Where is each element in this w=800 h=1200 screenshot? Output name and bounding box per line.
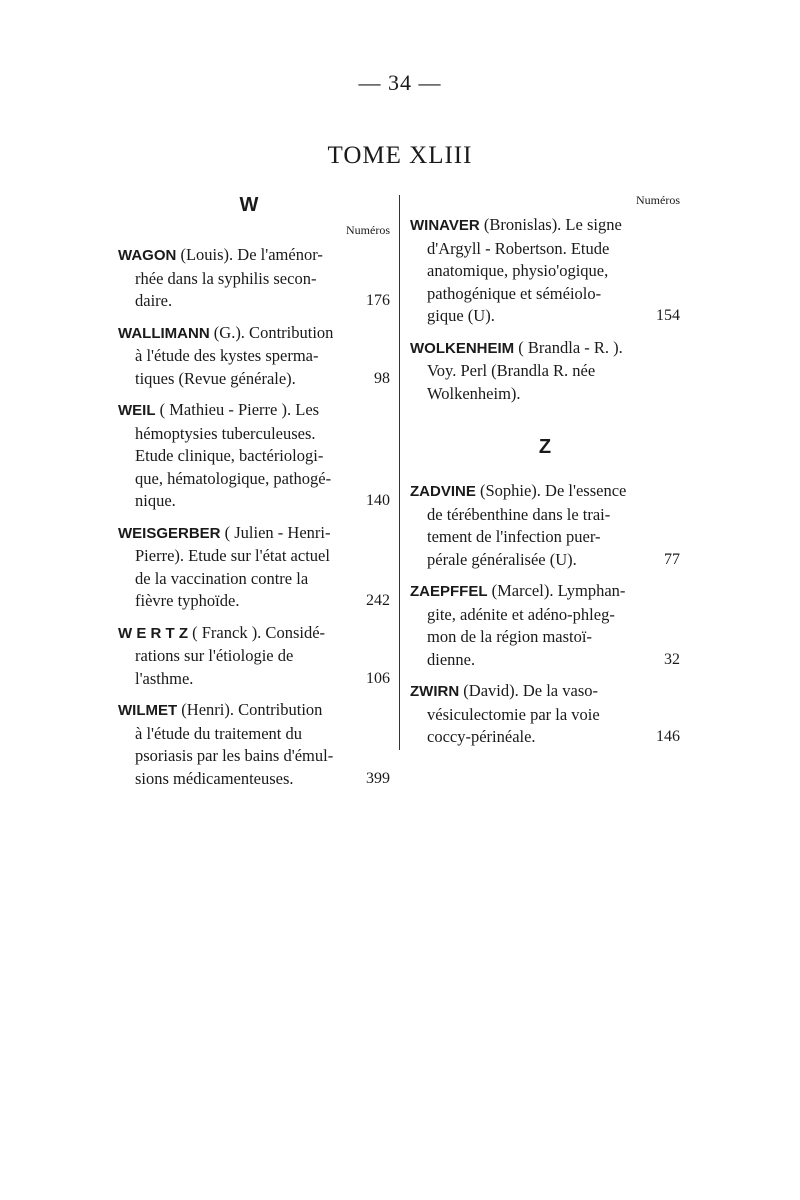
entry-text: psoriasis par les bains d'émul- <box>135 746 334 765</box>
page-number: — 34 — <box>358 70 442 95</box>
entry-text: (Henri). Contribution <box>181 700 323 719</box>
index-entry <box>118 622 390 691</box>
entry-number: 140 <box>366 492 390 509</box>
entry-line <box>410 549 680 572</box>
entry-text: gite, adénite et adéno-phleg- <box>427 604 615 624</box>
entry-line <box>410 680 680 704</box>
tome-title: TOME XLIII <box>327 142 473 169</box>
entry-line <box>118 244 390 268</box>
entry-line <box>118 522 390 546</box>
entry-author-name: WEISGERBER <box>118 524 221 542</box>
entry-text: que, hématologique, pathogé- <box>135 468 332 488</box>
entry-line <box>118 322 390 346</box>
entry-text: Wolkenheim). <box>427 383 521 403</box>
entry-number: 106 <box>366 669 390 687</box>
entry-line <box>118 345 390 368</box>
entry-text: tiques (Revue générale). <box>135 368 296 388</box>
index-entry <box>118 322 390 391</box>
entry-text: pathogénique et séméiolo- <box>427 283 602 303</box>
entry-text: ( Julien - Henri- <box>224 522 331 542</box>
entry-text: rhée dans la syphilis secon- <box>135 268 317 288</box>
numeros-label: Numéros <box>346 223 390 237</box>
entry-line <box>410 383 680 406</box>
entry-text: mon de la région mastoï- <box>427 627 592 646</box>
entry-author-name: WEIL <box>118 402 156 419</box>
entry-text: (Bronislas). Le signe <box>483 215 622 234</box>
entry-number: 242 <box>366 592 390 609</box>
entry-line <box>410 626 680 649</box>
entry-text: fièvre typhoïde. <box>135 591 240 610</box>
entry-line <box>410 480 680 504</box>
entry-text: anatomique, physio'ogique, <box>427 261 609 280</box>
entry-text: Etude clinique, bactériologi- <box>135 446 324 465</box>
index-entry <box>410 580 680 671</box>
right-column <box>410 190 680 758</box>
entry-line <box>410 526 680 549</box>
entry-line <box>118 423 390 446</box>
entry-number: 77 <box>664 550 680 568</box>
entry-text: ( Franck ). Considé- <box>192 622 326 642</box>
index-entry <box>118 522 390 613</box>
entry-author-name: WAGON <box>118 247 177 264</box>
section-letter-w: W <box>239 194 259 216</box>
entry-author-name: WOLKENHEIM <box>410 339 515 357</box>
entry-line <box>410 337 680 361</box>
entry-line <box>410 283 680 306</box>
entry-text: pérale généralisée (U). <box>427 549 577 569</box>
entry-author-name: WILMET <box>118 702 178 719</box>
left-column <box>118 190 390 799</box>
entry-line <box>118 590 390 613</box>
entry-line <box>410 649 680 672</box>
entry-text: l'asthme. <box>135 668 194 688</box>
entry-line <box>118 745 390 768</box>
entry-line <box>118 699 390 723</box>
entry-number: 98 <box>374 369 390 387</box>
entry-line <box>118 445 390 468</box>
index-entry <box>118 244 390 313</box>
entry-line <box>410 260 680 283</box>
entry-line <box>410 580 680 604</box>
entry-text: ( Mathieu - Pierre ). Les <box>159 400 320 419</box>
entry-text: (G.). Contribution <box>213 322 334 342</box>
index-entry <box>410 214 680 328</box>
entry-text: tement de l'infection puer- <box>427 527 601 546</box>
entry-line <box>118 622 390 646</box>
entry-text: (Sophie). De l'essence <box>479 481 627 500</box>
entry-author-name: W E R T Z <box>118 624 188 642</box>
entry-line <box>118 268 390 291</box>
entry-text: coccy-périnéale. <box>427 727 536 746</box>
entry-list-w-continued <box>410 214 680 405</box>
entry-line <box>410 604 680 627</box>
entry-author-name: ZADVINE <box>410 483 476 500</box>
index-entry <box>118 699 390 790</box>
entry-text: sions médicamenteuses. <box>135 768 294 788</box>
entry-text: de la vaccination contre la <box>135 568 309 588</box>
entry-text: nique. <box>135 491 176 510</box>
entry-text: d'Argyll - Robertson. Etude <box>427 238 610 258</box>
entry-line <box>410 214 680 238</box>
entry-author-name: WINAVER <box>410 217 480 234</box>
entry-line <box>118 545 390 568</box>
entry-text: ( Brandla - R. ). <box>518 337 623 357</box>
entry-line <box>118 368 390 391</box>
entry-text: rations sur l'étiologie de <box>135 646 294 665</box>
entry-line <box>118 645 390 668</box>
entry-text: dienne. <box>427 649 476 669</box>
entry-list-w <box>118 244 390 790</box>
entry-author-name: ZAEPFFEL <box>410 583 488 600</box>
entry-text: Pierre). Etude sur l'état actuel <box>135 546 330 565</box>
entry-text: à l'étude des kystes sperma- <box>135 346 319 365</box>
column-divider <box>399 195 400 750</box>
entry-line <box>118 768 390 791</box>
entry-line <box>410 305 680 328</box>
entry-line <box>410 360 680 383</box>
entry-number: 176 <box>366 292 390 309</box>
entry-line <box>118 399 390 423</box>
entry-text: Voy. Perl (Brandla R. née <box>427 361 596 380</box>
entry-author-name: ZWIRN <box>410 683 460 700</box>
entry-number: 32 <box>664 650 680 668</box>
numeros-label-right: Numéros <box>636 193 680 207</box>
index-entry <box>118 399 390 513</box>
entry-line <box>410 504 680 527</box>
entry-number: 399 <box>366 769 390 787</box>
section-letter-z: Z <box>538 436 552 458</box>
entry-line <box>118 290 390 313</box>
index-entry <box>410 680 680 749</box>
entry-list-z <box>410 480 680 749</box>
entry-author-name: WALLIMANN <box>118 324 210 342</box>
index-entry <box>410 337 680 406</box>
entry-line <box>410 704 680 727</box>
index-entry <box>410 480 680 571</box>
entry-text: daire. <box>135 291 173 310</box>
entry-number: 146 <box>656 728 680 745</box>
entry-text: de térébenthine dans le trai- <box>427 504 611 524</box>
entry-line <box>118 490 390 513</box>
entry-line <box>118 668 390 691</box>
entry-text: gique (U). <box>427 306 495 325</box>
entry-number: 154 <box>656 307 680 324</box>
entry-line <box>118 723 390 746</box>
entry-line <box>410 238 680 261</box>
entry-line <box>118 568 390 591</box>
entry-text: vésiculectomie par la voie <box>427 704 600 724</box>
entry-text: (David). De la vaso- <box>463 681 598 700</box>
entry-line <box>118 468 390 491</box>
entry-text: (Louis). De l'aménor- <box>180 245 323 264</box>
entry-text: (Marcel). Lymphan- <box>491 581 626 600</box>
entry-text: hémoptysies tuberculeuses. <box>135 423 316 443</box>
entry-line <box>410 726 680 749</box>
entry-text: à l'étude du traitement du <box>135 723 302 743</box>
